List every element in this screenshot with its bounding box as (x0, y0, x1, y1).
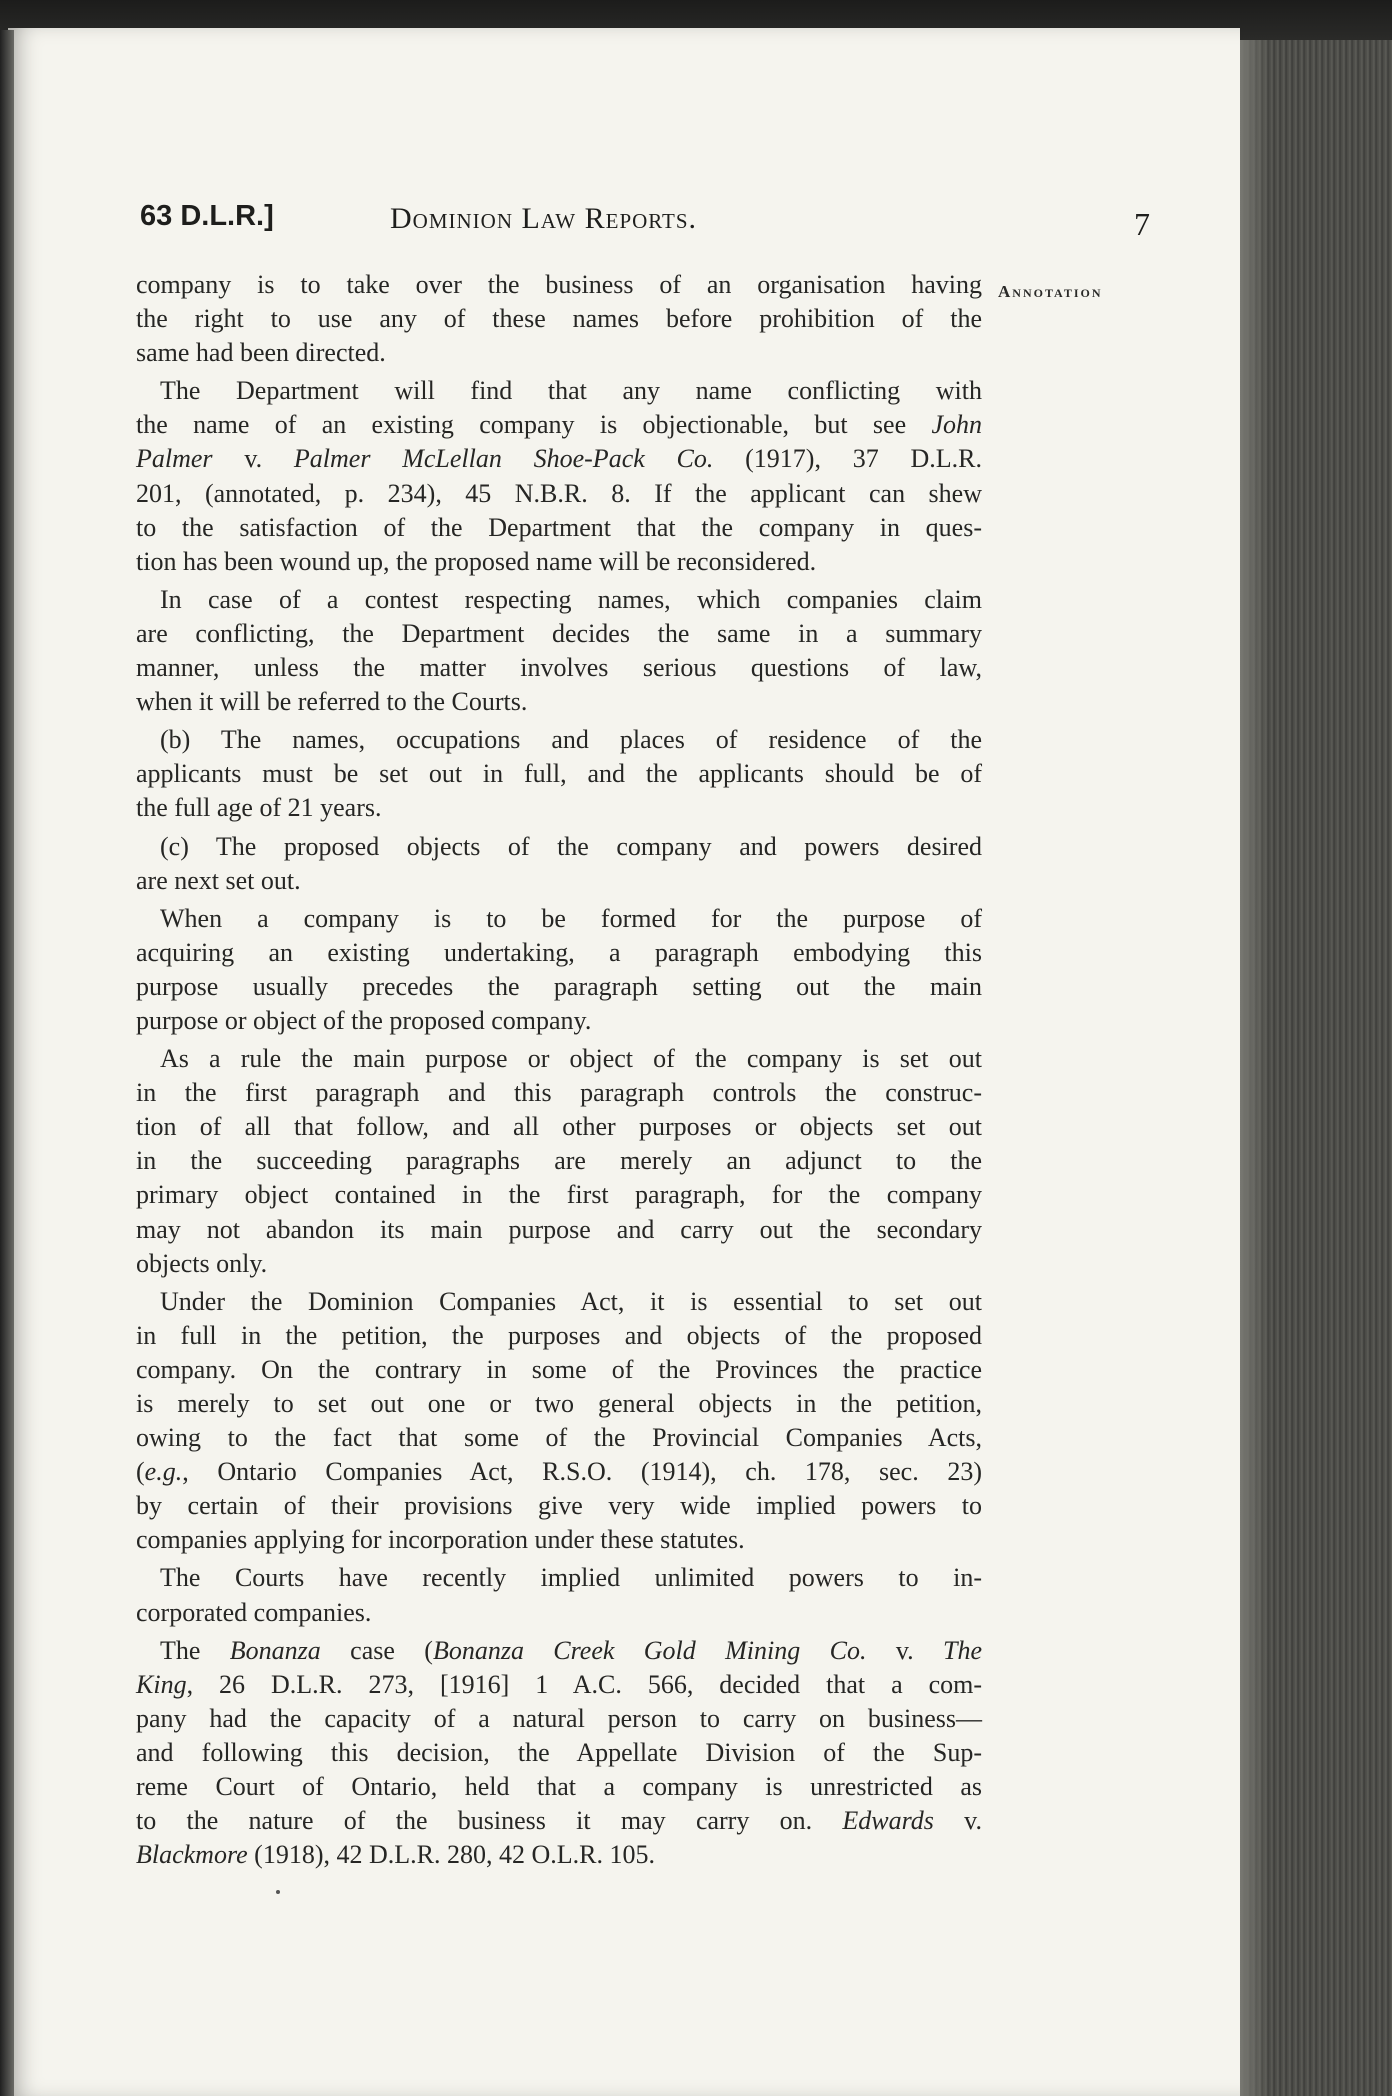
text-line: are conflicting, the Department decides the same in a summary (136, 618, 982, 648)
text-line: The Department will find that any name conflicting with (160, 376, 982, 406)
text-line: in the succeeding paragraphs are merely an adjunct to the (136, 1146, 982, 1176)
paragraph (136, 1285, 982, 1558)
text-line: the full age of 21 years. (136, 793, 382, 823)
text-line: by certain of their provisions give very wide implied powers to (136, 1491, 982, 1521)
margin-annotation-label: Annotation (998, 282, 1103, 301)
italic-citation: Edwards (842, 1806, 934, 1836)
text-line: may not abandon its main purpose and carry out the secondary (136, 1214, 982, 1244)
text-line: In case of a contest respecting names, which companies claim (160, 584, 982, 614)
text-line (136, 408, 982, 442)
text-line (136, 1668, 982, 1702)
text-line: in full in the petition, the purposes and objects of the proposed (136, 1320, 982, 1350)
text-line: The Courts have recently implied unlimited powers to in- (160, 1563, 982, 1593)
text-run: the name of an existing company is objectionable, but see (136, 410, 932, 440)
text-line: 201, (annotated, p. 234), 45 N.B.R. 8. If the applicant can shew (136, 478, 982, 508)
italic-citation: The (943, 1635, 983, 1665)
text-line (136, 1634, 982, 1668)
paragraph (136, 268, 982, 370)
text-line: (c) The proposed objects of the company and powers desired (160, 831, 982, 861)
italic-citation: Palmer McLellan Shoe-Pack Co. (293, 444, 714, 474)
text-line: tion of all that follow, and all other purposes or objects set out (136, 1112, 982, 1142)
text-line: Under the Dominion Companies Act, it is essential to set out (160, 1286, 982, 1316)
paragraph (136, 1561, 982, 1629)
text-run: to the nature of the business it may carry on. (136, 1806, 843, 1836)
text-line: the right to use any of these names before prohibition of the (136, 304, 982, 334)
text-line (136, 1804, 982, 1838)
text-run: The (160, 1635, 230, 1665)
page-gutter-shadow (0, 30, 14, 2096)
paragraph (136, 583, 982, 719)
paragraph (136, 1042, 982, 1281)
italic-citation: Blackmore (136, 1840, 248, 1870)
text-line: corporated companies. (136, 1597, 372, 1627)
text-run: v. (866, 1635, 944, 1665)
text-line: owing to the fact that some of the Provincial Companies Acts, (136, 1423, 982, 1453)
italic-citation: John (931, 410, 982, 440)
text-line: purpose usually precedes the paragraph setting out the main (136, 971, 982, 1001)
text-run: v. (212, 444, 294, 474)
text-line: is merely to set out one or two general objects in the petition, (136, 1389, 982, 1418)
italic-citation: Bonanza Creek Gold Mining Co. (432, 1635, 867, 1665)
book-page-edges (1240, 40, 1392, 2096)
text-line: tion has been wound up, the proposed name will be reconsidered. (136, 546, 817, 576)
text-run: , Ontario Companies Act, R.S.O. (1914), ch. 178, sec. 23) (182, 1457, 982, 1487)
text-line (136, 442, 982, 476)
text-line: are next set out. (136, 865, 301, 895)
text-line: and following this decision, the Appellate Division of the Sup- (136, 1737, 982, 1767)
text-line: applicants must be set out in full, and the applicants should be of (136, 759, 982, 789)
running-head (140, 200, 1150, 244)
page-number: 7 (1134, 206, 1150, 242)
text-line: When a company is to be formed for the purpose of (160, 903, 982, 933)
text-run: case ( (320, 1635, 433, 1665)
text-run: ( (136, 1457, 145, 1487)
text-line (136, 1838, 982, 1872)
text-line: reme Court of Ontario, held that a company is unrestricted as (136, 1772, 982, 1802)
italic-citation: Palmer (136, 444, 213, 474)
text-line: As a rule the main purpose or object of the company is set out (160, 1044, 982, 1074)
text-line: pany had the capacity of a natural person to carry on business— (136, 1703, 982, 1733)
journal-title: Dominion Law Reports. (390, 202, 698, 235)
text-line: same had been directed. (136, 338, 386, 368)
text-line: (b) The names, occupations and places of residence of the (160, 725, 982, 755)
paragraph (136, 1634, 982, 1873)
text-line: company is to take over the business of an organisation having (136, 270, 982, 299)
text-run: v. (933, 1806, 982, 1836)
paragraph (136, 830, 982, 898)
text-line: purpose or object of the proposed company. (136, 1005, 592, 1035)
paragraph (136, 902, 982, 1038)
italic-citation: King (136, 1669, 187, 1699)
text-line: acquiring an existing undertaking, a paragraph embodying this (136, 937, 982, 967)
text-run: , 26 D.L.R. 273, [1916] 1 A.C. 566, decided that a com- (186, 1669, 982, 1699)
italic-citation: Bonanza (229, 1635, 321, 1665)
print-speck (276, 1890, 280, 1894)
text-line: company. On the contrary in some of the Provinces the practice (136, 1354, 982, 1384)
text-line: objects only. (136, 1248, 268, 1278)
paragraph (136, 374, 982, 579)
italic-citation: e.g. (144, 1457, 183, 1487)
volume-reference: 63 D.L.R.] (140, 200, 274, 232)
text-line: to the satisfaction of the Department that the company in ques- (136, 512, 982, 542)
text-line: in the first paragraph and this paragraph controls the construc- (136, 1078, 982, 1108)
paragraph (136, 723, 982, 825)
text-run: (1918), 42 D.L.R. 280, 42 O.L.R. 105. (247, 1840, 655, 1870)
text-run: (1917), 37 D.L.R. (713, 444, 982, 474)
text-line: manner, unless the matter involves serious questions of law, (136, 653, 982, 683)
text-line: when it will be referred to the Courts. (136, 687, 528, 717)
text-line: primary object contained in the first paragraph, for the company (136, 1180, 982, 1210)
text-line (136, 1455, 982, 1489)
body-text (136, 268, 982, 1872)
text-line: companies applying for incorporation under these statutes. (136, 1525, 745, 1555)
